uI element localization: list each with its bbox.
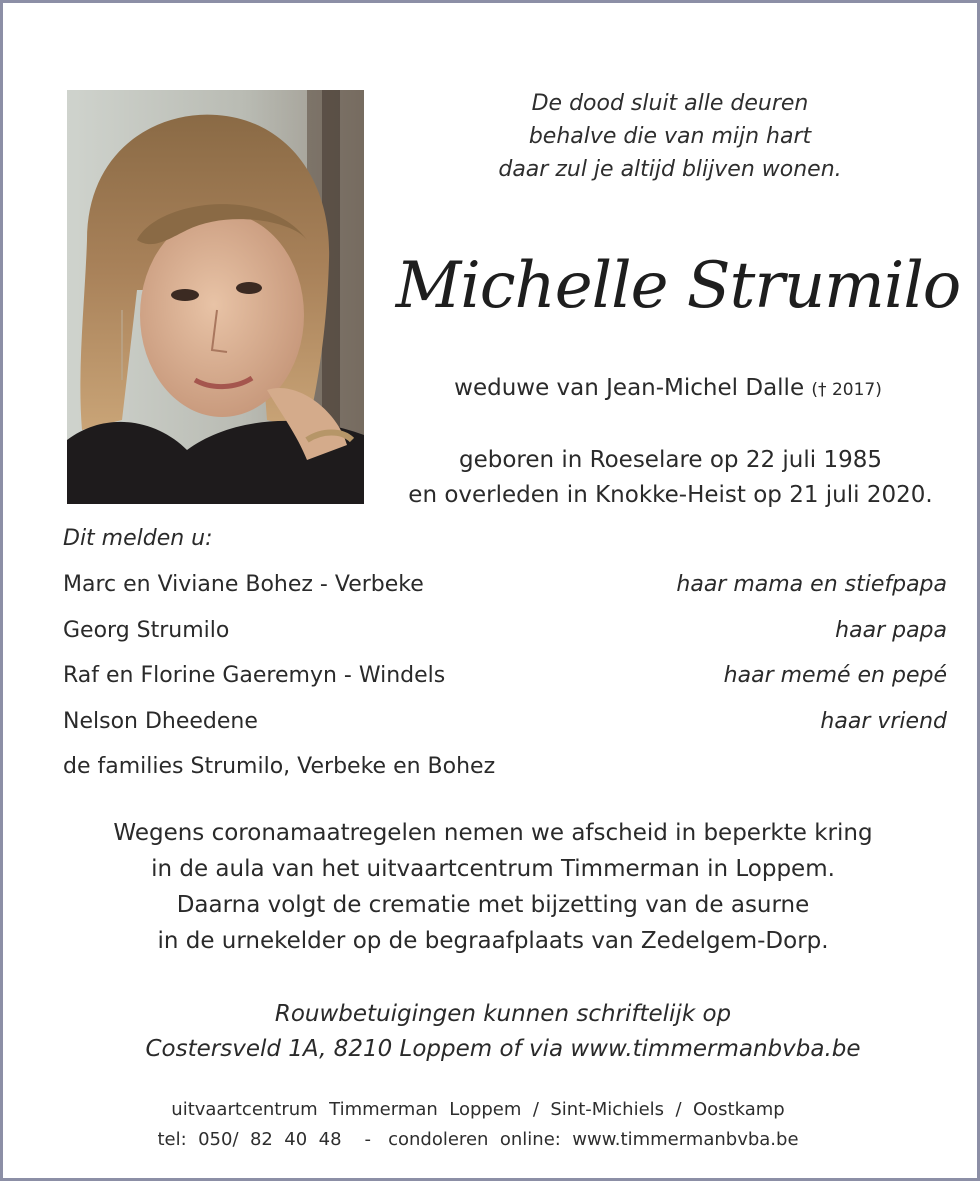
poem-line: daar zul je altijd blijven wonen. bbox=[498, 157, 842, 182]
notice-line: Daarna volgt de crematie met bijzetting van de asurne bbox=[176, 892, 810, 918]
poem-line: De dood sluit alle deuren bbox=[531, 91, 809, 116]
notice-line: in de urnekelder op de begraafplaats van Zedelgem-Dorp. bbox=[157, 928, 829, 954]
poem bbox=[433, 87, 907, 186]
family-name: Raf en Florine Gaeremyn - Windels bbox=[63, 663, 446, 688]
notice-line: in de aula van het uitvaartcentrum Timmerman in Loppem. bbox=[151, 856, 835, 882]
family-name: Georg Strumilo bbox=[63, 617, 230, 643]
condolences-line: Costersveld 1A, 8210 Loppem of via www.timmermanbvba.be bbox=[145, 1036, 861, 1062]
family-row bbox=[63, 749, 947, 795]
widow-text: weduwe van Jean-Michel Dalle bbox=[454, 375, 805, 401]
family-relation: haar papa bbox=[835, 617, 947, 643]
footer-line: uitvaartcentrum Timmerman Loppem / Sint-Michiels / Oostkamp bbox=[171, 1099, 785, 1120]
family-name: Marc en Viviane Bohez - Verbeke bbox=[63, 572, 424, 597]
footer-line: tel: 050/ 82 40 48 - condoleren online: www.timmermanbvba.be bbox=[157, 1129, 799, 1150]
family-row bbox=[63, 613, 947, 659]
birth-line: geboren in Roeselare op 22 juli 1985 bbox=[458, 447, 883, 473]
family-relation: haar mama en stiefpapa bbox=[676, 572, 947, 597]
portrait-photo bbox=[67, 90, 364, 504]
condolences-line: Rouwbetuigingen kunnen schriftelijk op bbox=[274, 1001, 732, 1027]
funeral-home-footer bbox=[103, 1095, 853, 1155]
family-relation: haar vriend bbox=[820, 708, 947, 734]
family-name: de families Strumilo, Verbeke en Bohez bbox=[63, 754, 496, 779]
death-line: en overleden in Knokke-Heist op 21 juli 2020. bbox=[408, 482, 933, 508]
family-intro: Dit melden u: bbox=[63, 526, 213, 551]
condolences bbox=[33, 997, 973, 1067]
ceremony-notice bbox=[33, 815, 953, 959]
family-row bbox=[63, 658, 947, 704]
deceased-name: Michelle Strumilo bbox=[395, 249, 961, 323]
poem-line: behalve die van mijn hart bbox=[528, 124, 812, 149]
widow-note: († 2017) bbox=[811, 380, 882, 400]
family-name: Nelson Dheedene bbox=[63, 708, 258, 734]
widow-line bbox=[363, 368, 973, 410]
family-list bbox=[63, 567, 947, 795]
life-dates bbox=[373, 443, 968, 513]
family-row bbox=[63, 704, 947, 750]
family-relation: haar memé en pepé bbox=[723, 663, 947, 688]
family-row bbox=[63, 567, 947, 613]
notice-line: Wegens coronamaatregelen nemen we afscheid in beperkte kring bbox=[113, 820, 873, 846]
